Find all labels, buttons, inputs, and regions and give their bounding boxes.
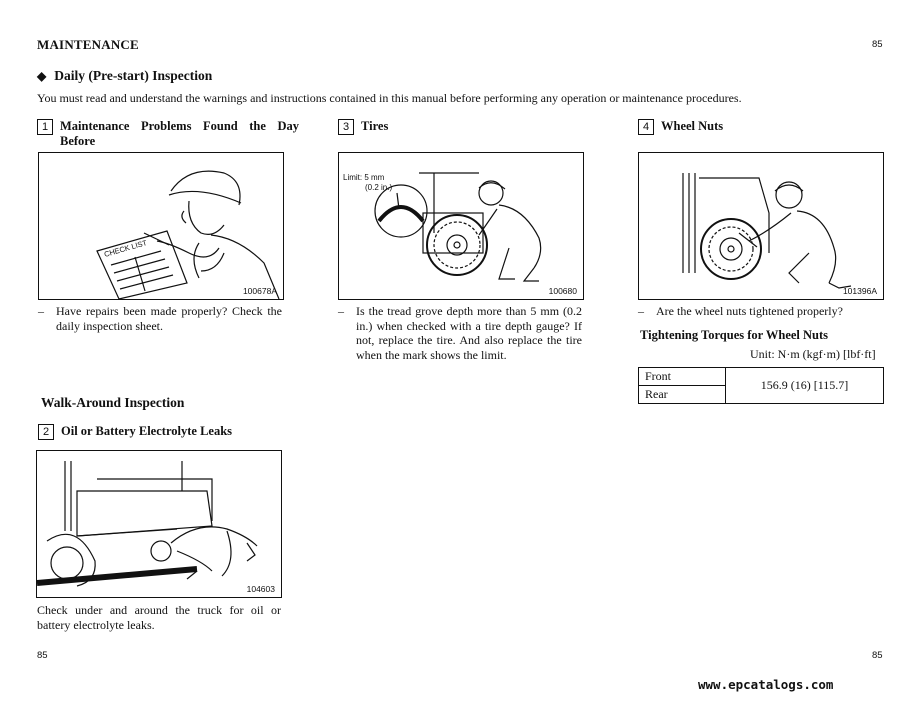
item-4-heading (638, 119, 878, 135)
torque-value: 156.9 (16) [115.7] (726, 368, 884, 404)
item-1-figure (38, 152, 284, 300)
item-1-figure-code: 100678A (242, 286, 277, 296)
item-2-title: Oil or Battery Electrolyte Leaks (61, 424, 233, 438)
item-3-number: 3 (338, 119, 354, 135)
item-2-number: 2 (38, 424, 54, 440)
intro-paragraph: You must read and understand the warnings and instructions contained in this manual before performing any operation or maintenance procedures. (37, 91, 742, 105)
torque-row-front: Front (639, 368, 726, 386)
torque-unit-label: Unit: N·m (kgf·m) [lbf·ft] (750, 347, 876, 361)
item-4-figure-code: 101396A (842, 286, 877, 296)
item-3-title: Tires (361, 119, 389, 133)
tire-limit-inch-label: (0.2 in.) (365, 183, 393, 192)
item-3-figure (338, 152, 584, 300)
diamond-bullet-icon: ◆ (37, 68, 47, 83)
item-3-figure-code: 100680 (548, 286, 577, 296)
checklist-label: CHECK LIST (103, 238, 149, 259)
item-3-heading (338, 119, 578, 135)
item-3-question: Is the tread grove depth more than 5 mm (0.2 in.) when checked with a tire depth gauge? If not, replace the tire. And also replace the tire when the mark shows the limit. (356, 304, 582, 362)
item-1-heading (37, 119, 299, 149)
page-number-bottom-left: 85 (37, 650, 48, 661)
dash-marker: – (38, 304, 44, 318)
page-number-top: 85 (872, 39, 883, 50)
item-1-number: 1 (37, 119, 53, 135)
checklist-illustration (39, 153, 283, 299)
item-2-heading (38, 424, 298, 440)
item-4-text (638, 304, 882, 319)
leak-inspection-illustration (37, 451, 281, 597)
page-number-bottom-right: 85 (872, 650, 883, 661)
section-heading (37, 68, 212, 84)
item-4-number: 4 (638, 119, 654, 135)
item-3-text (338, 304, 582, 362)
item-4-question: Are the wheel nuts tightened properly? (656, 304, 843, 318)
item-1-question: Have repairs been made properly? Check the daily inspection sheet. (56, 304, 282, 333)
item-1-text (38, 304, 282, 333)
wheel-nut-illustration (639, 153, 883, 299)
tire-illustration (339, 153, 583, 299)
item-4-title: Wheel Nuts (661, 119, 724, 133)
dash-marker: – (638, 304, 644, 318)
walk-around-heading: Walk-Around Inspection (41, 395, 185, 410)
torque-table-title: Tightening Torques for Wheel Nuts (640, 328, 829, 342)
footer-url: www.epcatalogs.com (698, 677, 834, 692)
torque-row-rear: Rear (639, 386, 726, 404)
item-1-title: Maintenance Problems Found the Day Before (60, 119, 299, 148)
item-4-figure (638, 152, 884, 300)
torque-table (638, 367, 884, 404)
dash-marker: – (338, 304, 344, 318)
item-2-figure-code: 104603 (246, 584, 275, 594)
tire-limit-label: Limit: 5 mm (343, 173, 385, 182)
item-2-figure (36, 450, 282, 598)
page-header-title: MAINTENANCE (37, 37, 139, 52)
table-row (639, 368, 884, 386)
section-title: Daily (Pre-start) Inspection (54, 68, 213, 83)
item-2-text: Check under and around the truck for oil or battery electrolyte leaks. (37, 603, 281, 632)
